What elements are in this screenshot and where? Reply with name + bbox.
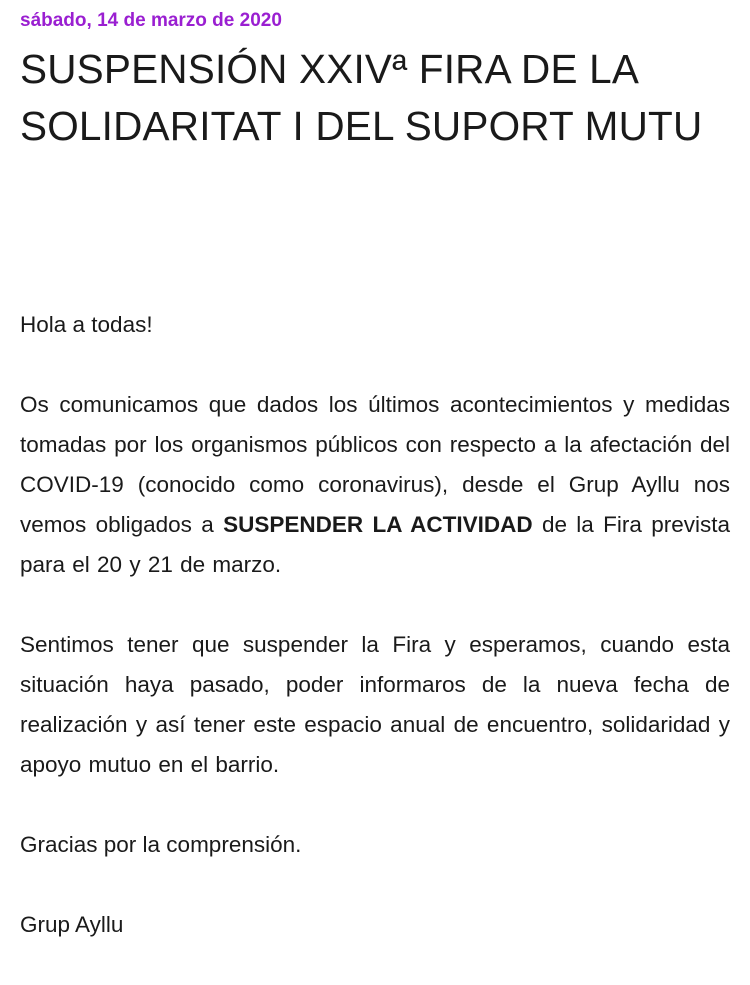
signature: Grup Ayllu [20, 912, 124, 937]
announcement-text: Os comunicamos que dados los últimos acontecimientos y medidas tomadas por los organismos públicos con respecto a la afectación del COVID-19 (conocido como coronavirus), desde el Grup Ayllu nos vemos obligados a [20, 392, 730, 537]
announcement-text-end: de la Fira prevista para el 20 y 21 de marzo. [20, 512, 731, 577]
post-body [20, 305, 730, 985]
announcement-paragraph [20, 385, 730, 585]
greeting-paragraph: Hola a todas! [20, 312, 153, 337]
post-date: sábado, 14 de marzo de 2020 [20, 10, 282, 31]
blog-post [20, 0, 731, 937]
apology-paragraph: Sentimos tener que suspender la Fira y esperamos, cuando esta situación haya pasado, poder informaros de la nueva fecha de realización y así tener este espacio anual de encuentro, solidaridad y apoyo mutuo en el barrio. [20, 632, 730, 777]
thanks-paragraph: Gracias por la comprensión. [20, 832, 302, 857]
post-title: SUSPENSIÓN XXIVª FIRA DE LA SOLIDARITAT I DEL SUPORT MUTU [20, 46, 703, 149]
suspension-emphasis: SUSPENDER LA ACTIVIDAD [223, 512, 533, 537]
